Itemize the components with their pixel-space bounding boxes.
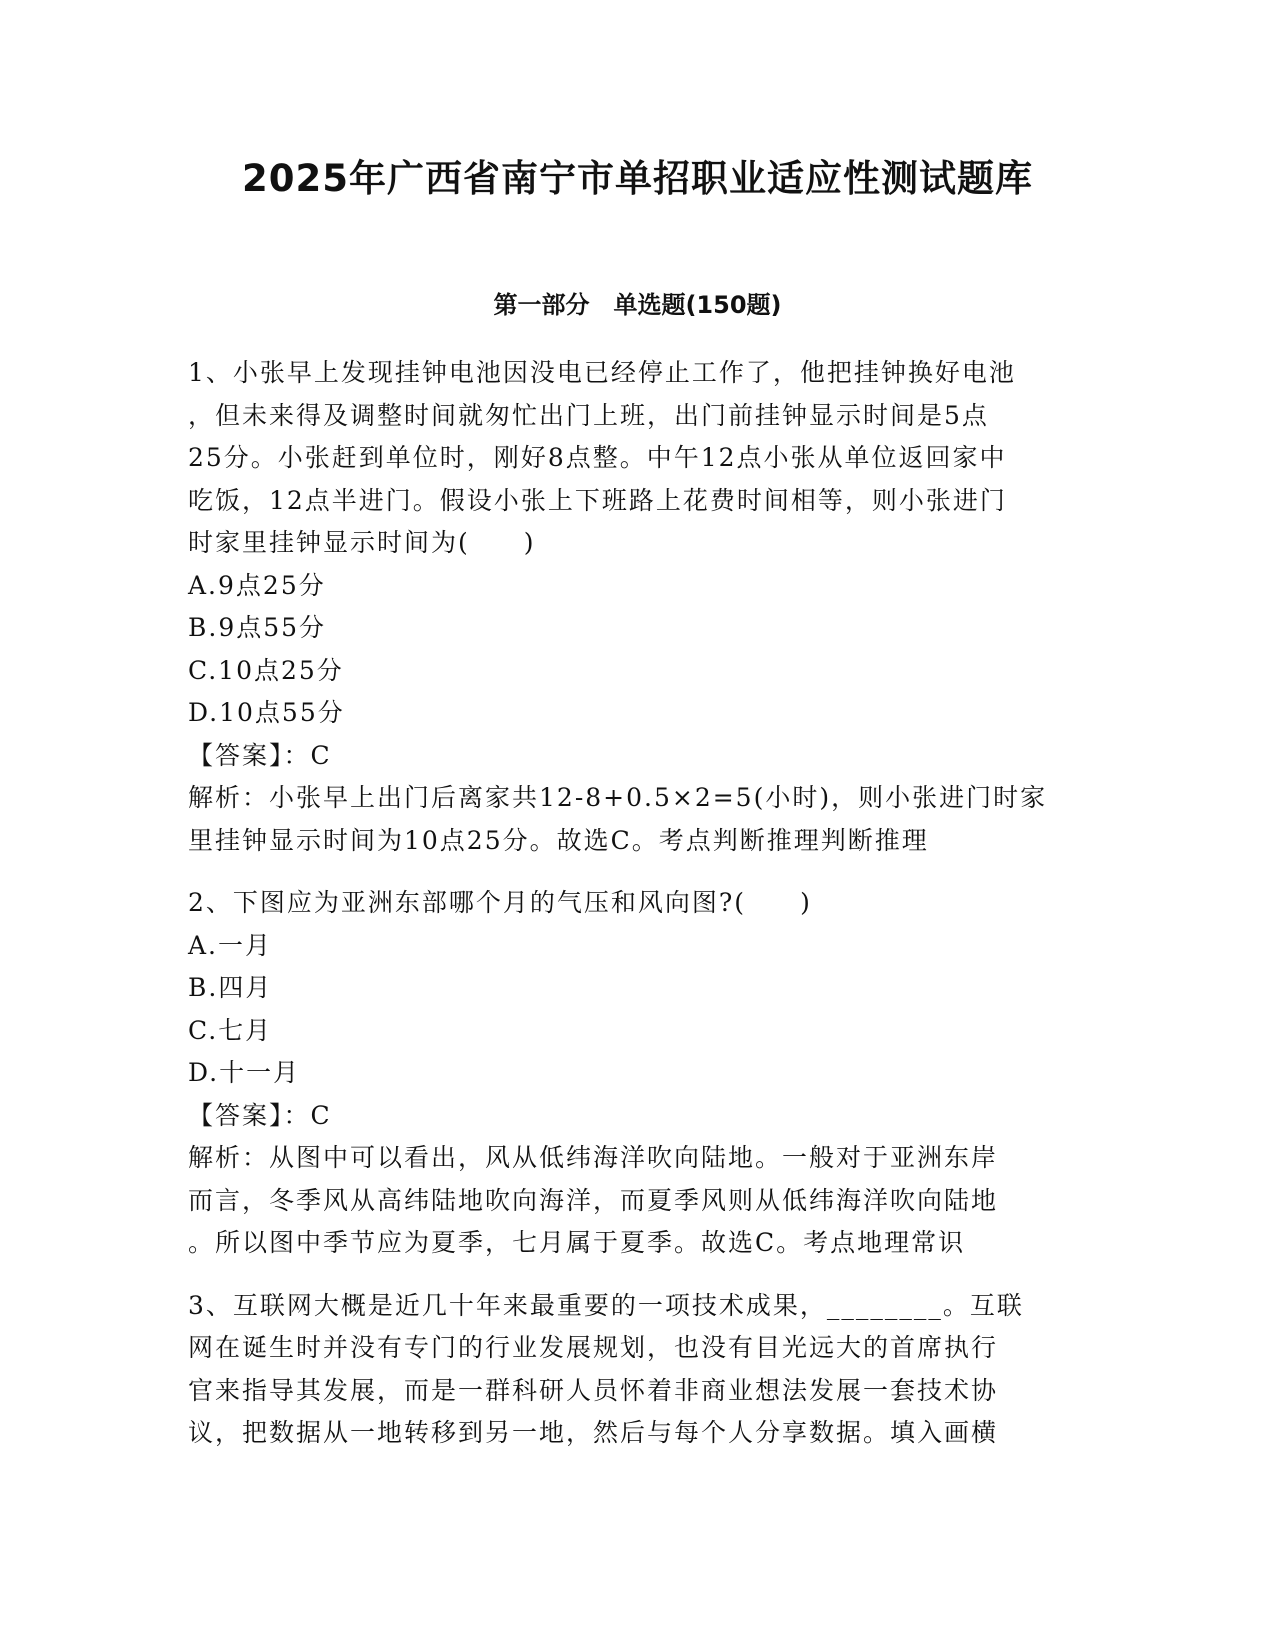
question-2: [188, 882, 1088, 1265]
section-heading: 第一部分 单选题(150题): [493, 291, 782, 319]
question-stem-line: ，但未来得及调整时间就匆忙出门上班，出门前挂钟显示时间是5点: [188, 400, 989, 430]
analysis-line: 解析：从图中可以看出，风从低纬海洋吹向陆地。一般对于亚洲东岸: [188, 1143, 999, 1172]
option-d: D.十一月: [188, 1058, 301, 1087]
question-spacer: [188, 862, 1088, 882]
question-3: [188, 1285, 1088, 1455]
question-stem-line: 2、下图应为亚洲东部哪个月的气压和风向图?( ): [188, 888, 812, 917]
answer-line: 【答案】：C: [188, 1100, 332, 1130]
option-d: D.10点55分: [188, 698, 345, 727]
question-stem-line: 时家里挂钟显示时间为( ): [188, 528, 536, 557]
question-stem-line: 网在诞生时并没有专门的行业发展规划，也没有目光远大的首席执行: [188, 1333, 999, 1362]
analysis-line: 而言，冬季风从高纬陆地吹向海洋，而夏季风则从低纬海洋吹向陆地: [188, 1185, 999, 1215]
option-a: A.9点25分: [188, 570, 326, 600]
answer-line: 【答案】：C: [188, 740, 332, 770]
option-c: C.七月: [188, 1015, 273, 1045]
question-stem-line: 议，把数据从一地转移到另一地，然后与每个人分享数据。填入画横: [188, 1418, 999, 1447]
question-stem-line: 官来指导其发展，而是一群科研人员怀着非商业想法发展一套技术协: [188, 1375, 999, 1405]
analysis-line: 。所以图中季节应为夏季，七月属于夏季。故选C。考点地理常识: [188, 1228, 966, 1257]
option-a: A.一月: [188, 930, 273, 960]
question-stem-line: 25分。小张赶到单位时，刚好8点整。中午12点小张从单位返回家中: [188, 443, 1007, 472]
question-stem-line: 吃饭，12点半进门。假设小张上下班路上花费时间相等，则小张进门: [188, 485, 1007, 515]
document-title: 2025年广西省南宁市单招职业适应性测试题库: [242, 157, 1033, 200]
question-stem-line: 1、小张早上发现挂钟电池因没电已经停止工作了，他把挂钟换好电池: [188, 358, 1016, 387]
option-b: B.四月: [188, 973, 273, 1002]
analysis-line: 里挂钟显示时间为10点25分。故选C。考点判断推理判断推理: [188, 825, 929, 855]
question-stem-line: 3、互联网大概是近几十年来最重要的一项技术成果，________。互联: [188, 1290, 1024, 1320]
question-1: [188, 352, 1088, 862]
analysis-line: 解析：小张早上出门后离家共12-8+0.5×2=5(小时)，则小张进门时家: [188, 783, 1048, 812]
question-spacer: [188, 1265, 1088, 1285]
question-list: [188, 352, 1088, 1455]
option-c: C.10点25分: [188, 655, 344, 685]
option-b: B.9点55分: [188, 613, 327, 642]
